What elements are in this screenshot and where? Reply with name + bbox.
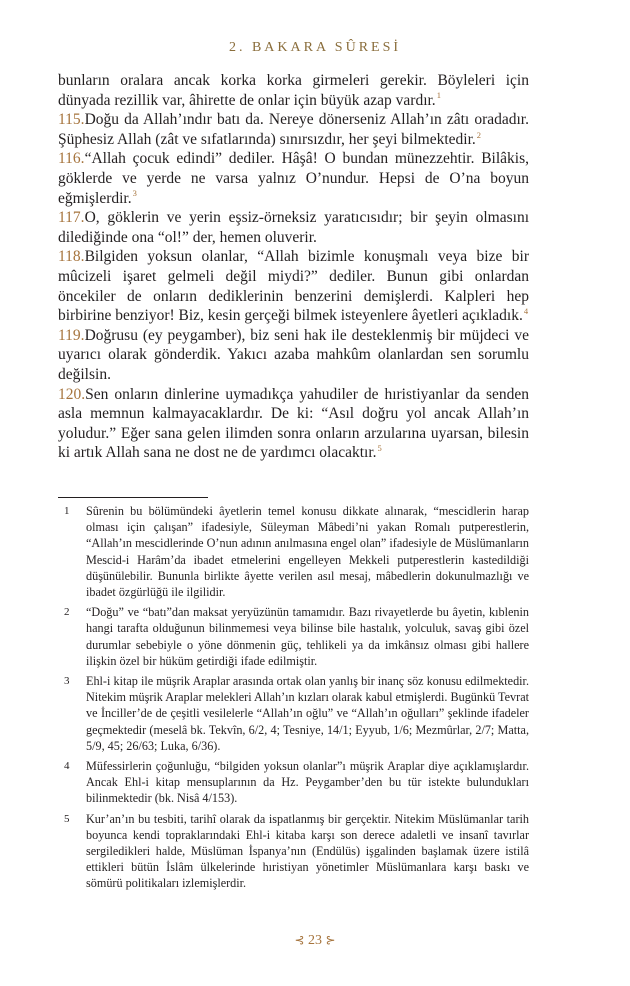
verse-number: 120. [58, 385, 86, 403]
verse-number: 119. [58, 326, 85, 344]
ornament-left-icon: ⊰ [294, 933, 305, 947]
footnote-text: Kur’an’ın bu tesbiti, tarihî olarak da ispatlanmış bir gerçektir. Nitekim Müslümanlar tarih boyunca kendi topraklarındaki Ehl-i kitaba karşı son derece adaletli ve insanî tavırlar sergiledikleri halde, Müslüman İspanya’nın (Endülüs) işgalinden başlamak üzere istilâ ettikleri bütün İslâm ülkelerinde hıristiyan yönetimler Müslümanlara karşı baskı ve sömürü politikaları izlemişlerdir. [86, 811, 529, 891]
verse-text: O, göklerin ve yerin eşsiz-örneksiz yaratıcısıdır; bir şeyin olmasını dilediğinde ona “ol!” der, hemen oluverir. [58, 209, 529, 246]
footnote-ref[interactable]: 2 [476, 129, 482, 140]
footnote-1 [58, 503, 529, 600]
footnote-ref[interactable]: 5 [377, 443, 382, 454]
verse-continuation [58, 71, 529, 110]
verse-text: Doğu da Allah’ındır batı da. Nereye dönerseniz Allah’ın zâtı oradadır. Şüphesiz Allah (zât ve sıfatlarında) sınırsızdır, her şeyi bilmektedir. [58, 111, 529, 148]
footnote-ref[interactable]: 3 [132, 188, 137, 199]
running-header: 2. BAKARA SÛRESİ [228, 40, 402, 55]
footnote-number: 1 [64, 505, 70, 517]
footnote-number: 4 [64, 760, 70, 773]
footnote-number: 3 [64, 675, 70, 688]
verse-body [58, 71, 529, 463]
footnote-4 [58, 758, 529, 807]
ornament-right-icon: ⊱ [325, 933, 336, 947]
verse-number: 117. [58, 209, 85, 227]
footnote-5 [58, 811, 529, 892]
footnote-divider [58, 497, 208, 498]
verse-number: 118. [58, 248, 85, 266]
verse-text: Doğrusu (ey peygamber), biz seni hak ile desteklenmiş bir müjdeci ve uyarıcı olarak gönderdik. Yakıcı azaba mahkûm olanlardan sen sorumlu değilsin. [58, 326, 529, 383]
footnote-2 [58, 604, 529, 669]
footnote-ref[interactable]: 1 [436, 90, 441, 101]
page-number [0, 933, 630, 949]
footnote-number: 5 [64, 812, 70, 825]
verse-115 [58, 110, 529, 149]
footnote-number: 2 [64, 606, 70, 619]
footnote-text: Ehl-i kitap ile müşrik Araplar arasında ortak olan yanlış bir inanç söz konusu edilmektedir. Nitekim müşrik Araplar melekleri Allah’ın kızları olarak kabul etmişlerdi. Bugünkü Tevrat ve İnciller’de de çeşitli vesilelerle “Allah’ın oğlu” ve “Allah’ın oğulları” şeklinde ifadeler geçmektedir (meselâ bk. Tekvîn, 6/2, 4; Tesniye, 14/1; Eyyub, 1/6; Mezmûrlar, 2/7; Matta, 5/9, 45; 26/63; Luka, 6/36). [86, 674, 529, 753]
footnotes [58, 503, 529, 896]
verse-number: 116. [58, 150, 85, 168]
verse-number: 115. [58, 111, 85, 129]
verse-120 [58, 385, 529, 463]
footnote-ref[interactable]: 4 [523, 305, 529, 316]
footnote-text: “Doğu” ve “batı”dan maksat yeryüzünün tamamıdır. Bazı rivayetlerde bu âyetin, kıblenin hangi tarafta olduğunun bilinmemesi veya bilinse bile hastalık, yolculuk, savaş gibi özel durumlar sebebiyle o yöne dönmenin güç, tehlikeli ya da imkânsız olması gibi hallere ilişkin özel bir hüküm getirdiği ifade edilmiştir. [86, 605, 529, 668]
footnote-3 [58, 673, 529, 754]
verse-text: Sen onların dinlerine uymadıkça yahudiler de hıristiyanlar da senden asla memnun kalmayacaklardır. De ki: “Asıl doğru yol ancak Allah’ın yoludur.” Eğer sana gelen ilimden sonra onların arzularına uyarsan, bilesin ki artık Allah sana ne dost ne de yardımcı olacaktır. [58, 385, 529, 462]
footnote-text: Müfessirlerin çoğunluğu, “bilgiden yoksun olanlar”ı müşrik Araplar diye açıklamışlardır. Ancak Ehl-i kitap mensuplarının da Hz. Peygamber’den bu tür istekte bulundukları bilinmektedir (bk. Nisâ 4/153). [86, 759, 529, 806]
verse-116 [58, 149, 529, 208]
verse-118 [58, 247, 529, 325]
verse-119 [58, 326, 529, 385]
verse-text: “Allah çocuk edindi” dediler. Hâşâ! O bundan münezzehtir. Bilâkis, göklerde ve yerde ne varsa yalnız O’nundur. Hepsi de O’na boyun eğmişlerdir. [58, 150, 529, 207]
verse-text: Bilgiden yoksun olanlar, “Allah bizimle konuşmalı veya bize bir mûcizeli işaret gelmeli değil miydi?” dediler. Bunun gibi onlardan öncekiler de onların dediklerinin benzerini demişlerdi. Kalpleri hep birbirine benziyor! Biz, kesin gerçeği bilmek isteyenlere âyetleri açıkladık. [58, 248, 529, 325]
footnote-text: Sûrenin bu bölümündeki âyetlerin temel konusu dikkate alınarak, “mescidlerin harap olması için çalışan” ifadesiyle, Süleyman Mâbedi’ni yakan Romalı putperestlerin, “Allah’ın mescidlerinde O’nun adının anılmasına engel olan” ifadesiyle de Müslümanların Mescid-i Harâm’da ibadet etmelerini engelleyen Mekkeli putperestlerin kastedildiği düşünülebilir. Bununla birlikte âyette verilen asıl mesaj, mâbedlerin dokunulmazlığı ve ibadet özgürlüğü ile ilgilidir. [86, 504, 529, 600]
verse-117 [58, 208, 529, 247]
verse-text: bunların oralara ancak korka korka girmeleri gerekir. Böyleleri için dünyada rezillik var, âhirette de onlar için büyük azap vardır. [58, 72, 529, 109]
page-number-value: 23 [308, 933, 322, 948]
